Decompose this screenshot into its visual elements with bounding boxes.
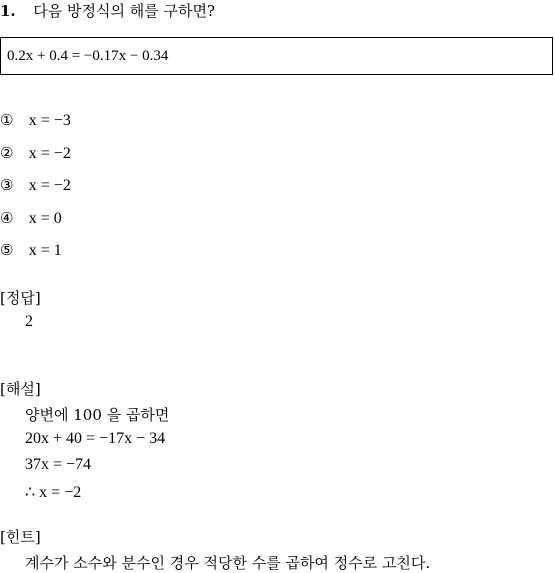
question-header <box>0 0 215 21</box>
choice-marker-5: ⑤ <box>0 241 14 259</box>
explanation-line-3: 37x = −74 <box>25 456 92 473</box>
equation-text: 0.2x + 0.4 = −0.17x − 0.34 <box>7 48 169 64</box>
equation-box <box>0 37 553 75</box>
question-prompt: 다음 방정식의 해를 구하면? <box>33 2 215 20</box>
choice-4[interactable] <box>0 209 62 228</box>
explanation-line-4: ∴ x = −2 <box>25 484 82 501</box>
choice-text-2: x = −2 <box>28 145 71 162</box>
choice-text-4: x = 0 <box>28 210 62 227</box>
choice-text-3: x = −2 <box>28 177 71 194</box>
explanation-label: [해설] <box>0 380 41 398</box>
choice-marker-4: ④ <box>0 209 14 227</box>
choice-1[interactable] <box>0 111 71 130</box>
explanation-line-1: 양변에 100 을 곱하면 <box>25 406 170 424</box>
question-number: 1. <box>0 2 16 20</box>
answer-value: 2 <box>25 313 33 330</box>
hint-text: 계수가 소수와 분수인 경우 적당한 수를 곱하여 정수로 고친다. <box>25 554 431 572</box>
choice-5[interactable] <box>0 241 62 260</box>
explanation-line-2: 20x + 40 = −17x − 34 <box>25 430 166 447</box>
choice-3[interactable] <box>0 176 71 195</box>
choice-text-1: x = −3 <box>28 112 71 129</box>
choice-marker-1: ① <box>0 111 14 129</box>
choice-marker-2: ② <box>0 144 14 162</box>
choice-text-5: x = 1 <box>28 242 62 259</box>
choice-marker-3: ③ <box>0 176 14 194</box>
hint-label: [힌트] <box>0 528 41 546</box>
answer-label: [정답] <box>0 289 41 307</box>
choice-2[interactable] <box>0 144 71 163</box>
